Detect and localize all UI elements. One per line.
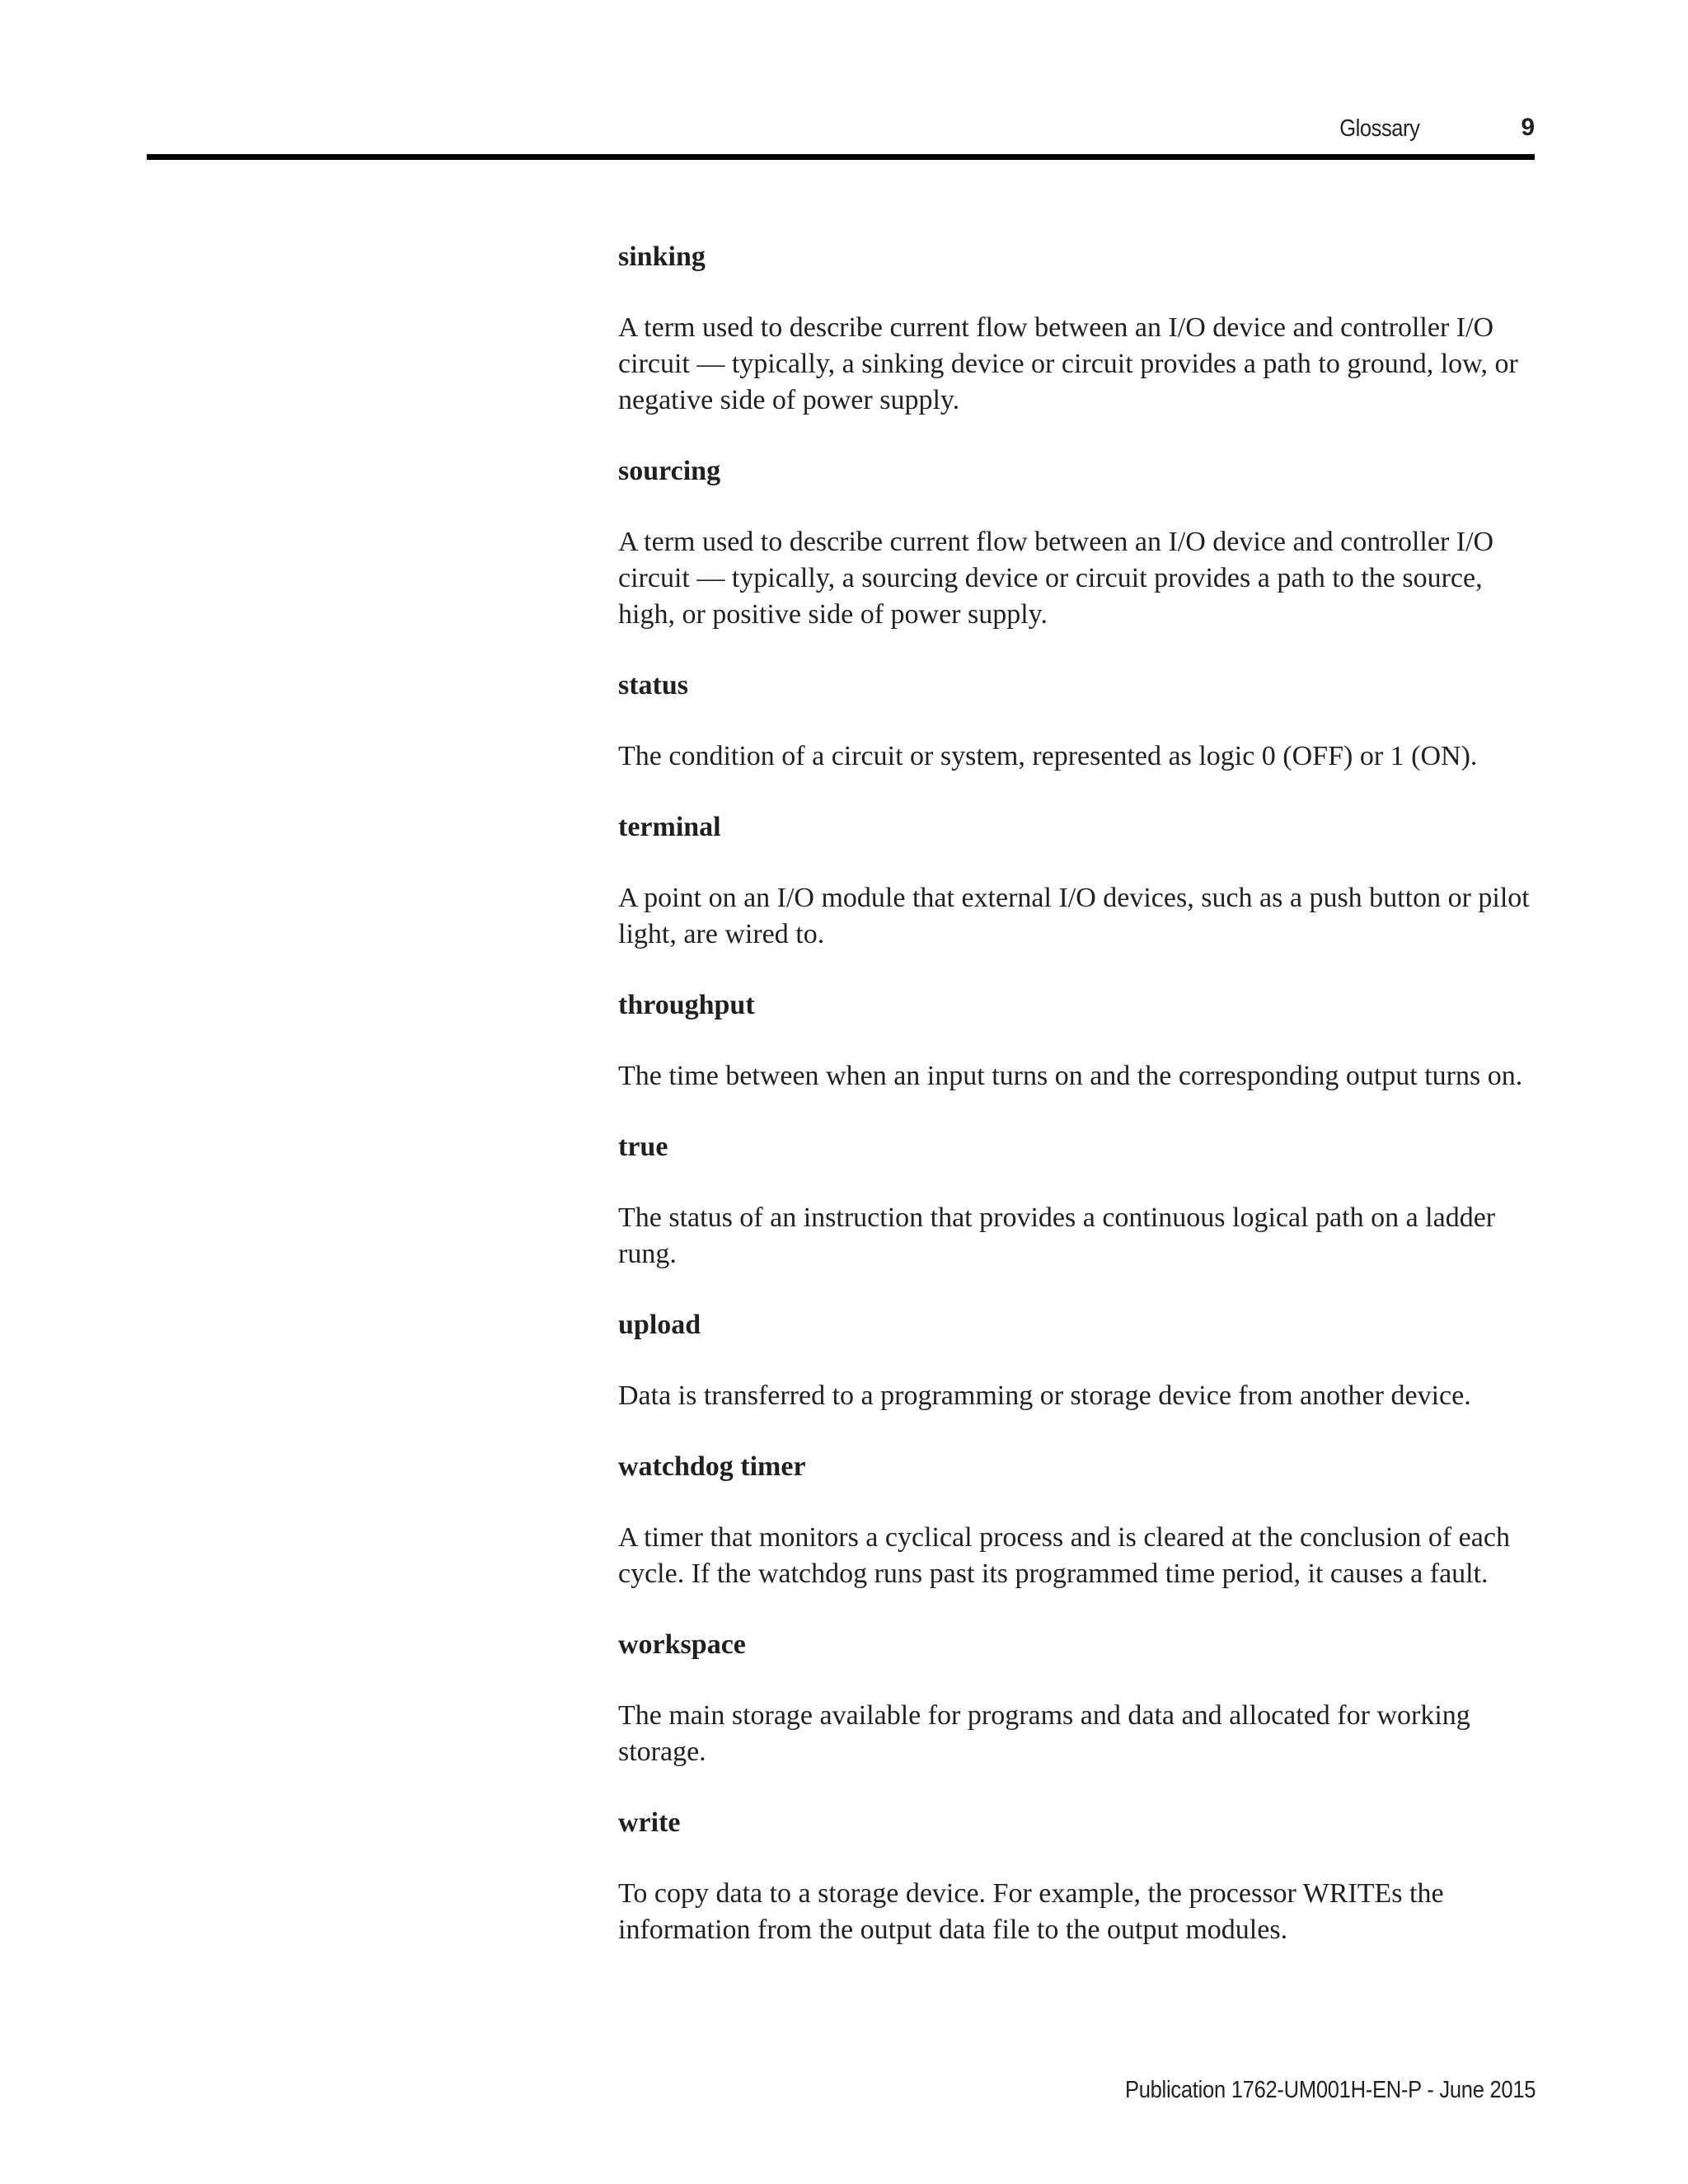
glossary-list xyxy=(618,239,1541,1983)
glossary-term: sourcing xyxy=(618,456,721,486)
header-section-title: Glossary xyxy=(1339,115,1419,142)
glossary-definition: A point on an I/O module that external I/O devices, such as a push button or pilot light, are wired to. xyxy=(618,883,1530,949)
glossary-term: throughput xyxy=(618,990,755,1020)
glossary-entry xyxy=(618,453,1541,633)
glossary-term: workspace xyxy=(618,1629,746,1660)
glossary-term: status xyxy=(618,670,689,701)
glossary-term: sinking xyxy=(618,241,706,272)
glossary-term: terminal xyxy=(618,812,721,842)
glossary-entry xyxy=(618,239,1541,419)
glossary-definition: The time between when an input turns on and the corresponding output turns on. xyxy=(618,1061,1523,1091)
publication-footer: Publication 1762-UM001H-EN-P - June 2015 xyxy=(1124,2077,1536,2103)
glossary-definition: The condition of a circuit or system, represented as logic 0 (OFF) or 1 (ON). xyxy=(618,741,1478,771)
glossary-entry xyxy=(618,668,1541,775)
glossary-definition: The main storage available for programs and data and allocated for working storage. xyxy=(618,1700,1470,1767)
glossary-term: upload xyxy=(618,1310,701,1340)
glossary-term: write xyxy=(618,1807,681,1838)
glossary-term: watchdog timer xyxy=(618,1451,806,1482)
glossary-definition: The status of an instruction that provides a continuous logical path on a ladder rung. xyxy=(618,1202,1496,1269)
glossary-entry xyxy=(618,987,1541,1094)
glossary-entry xyxy=(618,1449,1541,1592)
glossary-entry xyxy=(618,809,1541,953)
glossary-term: true xyxy=(618,1132,668,1162)
glossary-entry xyxy=(618,1129,1541,1272)
glossary-definition: Data is transferred to a programming or storage device from another device. xyxy=(618,1380,1471,1411)
page-header xyxy=(0,0,1688,165)
glossary-entry xyxy=(618,1627,1541,1770)
glossary-entry xyxy=(618,1805,1541,1948)
glossary-definition: To copy data to a storage device. For example, the processor WRITEs the information from the output data file to the output modules. xyxy=(618,1878,1444,1945)
page-number: 9 xyxy=(1521,114,1535,141)
header-rule xyxy=(147,154,1535,160)
glossary-entry xyxy=(618,1307,1541,1414)
glossary-definition: A timer that monitors a cyclical process and is cleared at the conclusion of each cycle. If the watchdog runs past its programmed time period, it causes a fault. xyxy=(618,1522,1510,1589)
glossary-definition: A term used to describe current flow between an I/O device and controller I/O circuit — typically, a sinking device or circuit provides a path to ground, low, or negative side of power supply. xyxy=(618,312,1518,415)
glossary-definition: A term used to describe current flow between an I/O device and controller I/O circuit — typically, a sourcing device or circuit provides a path to the source, high, or positive side of power supply. xyxy=(618,527,1494,630)
